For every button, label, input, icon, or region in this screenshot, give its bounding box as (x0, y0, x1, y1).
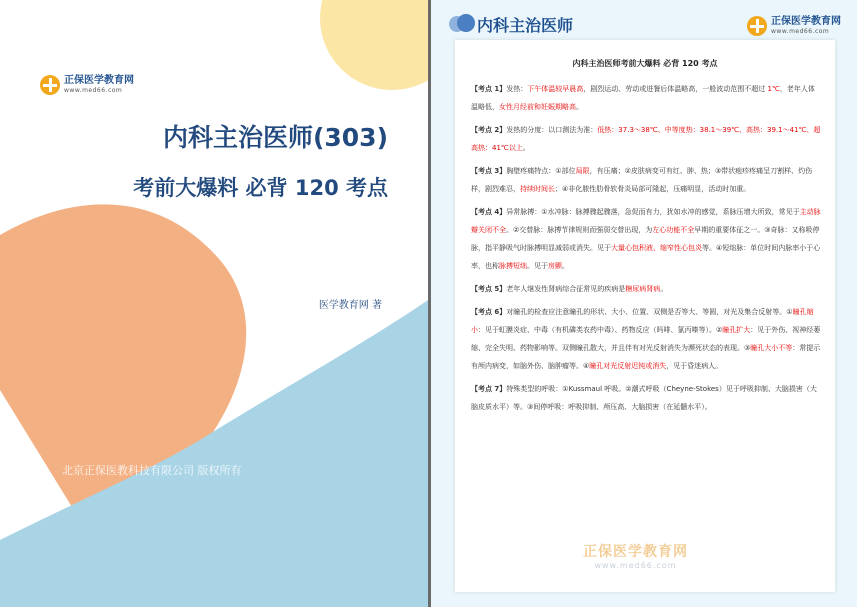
watermark-main: 正保医学教育网 (583, 544, 688, 560)
inner-header-title: 内科主治医师 (477, 16, 574, 35)
highlight-text: 房颤 (548, 262, 562, 270)
highlight-text: 持续时间长 (520, 185, 555, 193)
highlight-text: 左心功能不全 (652, 226, 695, 234)
kaodian-paragraph (471, 203, 821, 275)
kaodian-label: 【考点 7】 (471, 385, 507, 393)
body-text: 对瞳孔的检查应注意瞳孔的形状、大小、位置、双侧是否等大、等圆，对光及集合反射等。① (506, 308, 793, 316)
bubbles-icon (449, 14, 475, 36)
highlight-text: 女性月经前和妊娠期略高 (499, 103, 576, 111)
body-text: ；④非化脓性肋骨软骨炎局部可隆起，压痛明显，活动时加重。 (555, 185, 751, 193)
body-text: ，见于昏迷病人。 (666, 362, 723, 370)
body-text: ：见于虹膜炎症、中毒（有机磷类农药中毒）、药物反应（吗啡、氯丙嗪等）。② (478, 326, 723, 334)
highlight-text: 下午体温较早晨高 (527, 85, 584, 93)
body-text: 异常脉搏：①水冲脉：脉搏骤起骤落，急促而有力，犹如水冲的感觉，系脉压增大所致，常见于 (506, 208, 800, 216)
highlight-text: 瞳孔大小不等 (750, 344, 793, 352)
kaodian-label: 【考点 4】 (471, 208, 507, 216)
cover-logo-brand: 正保医学教育网 (64, 75, 134, 86)
kaodian-label: 【考点 3】 (471, 167, 507, 175)
cover-page (0, 0, 428, 607)
inner-logo-brand: 正保医学教育网 (771, 16, 841, 27)
highlight-text: 脉搏短绌 (499, 262, 527, 270)
body-text: 特殊类型的呼吸：①Kussmaul 呼吸。②潮式呼吸（Cheyne-Stokes）见于呼吸抑制、大脑损害（大脑皮质水平）等。③间停呼吸：呼吸抑制、颅压高、大脑损害（在延髓水平）。 (471, 385, 817, 411)
body-text: ，老年人体温略低， (471, 85, 815, 111)
kaodian-paragraph (471, 162, 821, 198)
body-text: 老年人继发性肾病综合征常见的疾病是 (506, 285, 626, 293)
highlight-text: 糖尿病肾病 (625, 285, 661, 293)
cover-copyright: 北京正保医教科技有限公司 版权所有 (62, 464, 242, 477)
body-text: 。 (576, 103, 583, 111)
document-sheet (455, 40, 835, 592)
body-text: 等。④短绌脉：单位时间内脉率小于心率，也称 (471, 244, 821, 270)
kaodian-paragraph (471, 303, 821, 375)
cover-logo (40, 75, 134, 95)
highlight-text: 瞳孔缩小 (471, 308, 814, 334)
document-title: 内科主治医师考前大爆料 必背 120 考点 (572, 59, 718, 68)
logo-cross-icon (747, 16, 767, 36)
highlight-text: 1℃ (767, 85, 780, 93)
kaodian-label: 【考点 6】 (471, 308, 507, 316)
inner-logo-url: www.med66.com (771, 28, 830, 35)
watermark-url: www.med66.com (594, 561, 677, 570)
highlight-text: 局限 (575, 167, 590, 175)
body-text: 。 (562, 262, 569, 270)
body-text: ：常提示有颅内病变，如脑外伤、脑肿瘤等。④ (471, 344, 821, 370)
document-body (471, 80, 821, 421)
inner-logo (747, 16, 841, 36)
body-text: ，有压痛；②皮肤病变可有红、肿、热；③带状疱疹疼痛呈刀割样、灼伤样，剧烈难忍， (471, 167, 813, 193)
body-text: 胸壁疼痛特点：①部位 (506, 167, 576, 175)
highlight-text: 低热：37.3～38℃、中等度热：38.1～39℃、高热：39.1～41℃、超高热：41℃以上 (471, 126, 821, 152)
body-text: ：见于外伤、视神经萎缩、完全失明、药物影响等。双侧瞳孔散大，并且伴有对光反射消失为濒死状态的表现。③ (471, 326, 821, 352)
kaodian-paragraph (471, 280, 821, 298)
cover-logo-url: www.med66.com (64, 87, 123, 94)
highlight-text: 瞳孔对光反射迟钝或消失 (589, 362, 667, 370)
body-text: 。②交替脉：脉搏节律规则而强弱交替出现，为 (506, 226, 653, 234)
kaodian-label: 【考点 1】 (471, 85, 507, 93)
kaodian-label: 【考点 2】 (471, 126, 507, 134)
kaodian-paragraph (471, 121, 821, 157)
cover-title: 内科主治医师(303) (162, 123, 388, 152)
watermark (583, 541, 688, 570)
cover-subtitle: 考前大爆料 必背 120 考点 (133, 176, 388, 200)
logo-cross-icon (40, 75, 60, 95)
body-text: 发热的分度：以口测法为准： (506, 126, 598, 134)
kaodian-paragraph (471, 380, 821, 416)
cover-author: 医学教育网 著 (318, 300, 382, 311)
body-text: 发热： (506, 85, 528, 93)
body-text: 。见于 (527, 262, 548, 270)
body-text: 。 (660, 285, 668, 293)
body-text: 。 (522, 144, 530, 152)
inner-page (431, 0, 857, 607)
kaodian-paragraph (471, 80, 821, 116)
body-text: 早期的重要体征之一。③奇脉：又称吸停脉，指平静吸气时脉搏明显减弱或消失。见于 (471, 226, 820, 252)
inner-header (449, 13, 573, 36)
highlight-text: 瞳孔扩大 (722, 326, 751, 334)
highlight-text: 大量心包积液、缩窄性心包炎 (611, 244, 702, 252)
kaodian-label: 【考点 5】 (471, 285, 507, 293)
body-text: ，剧烈运动、劳动或进餐后体温略高，一般波动范围不超过 (583, 85, 768, 93)
highlight-text: 主动脉瓣关闭不全 (471, 208, 821, 234)
yellow-shape (320, 0, 428, 90)
